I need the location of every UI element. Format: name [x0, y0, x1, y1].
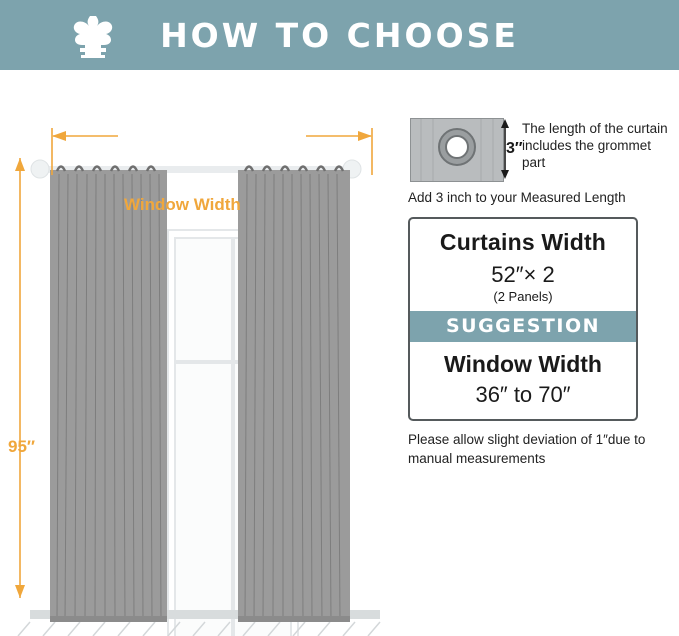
curtains-width-value: 52″× 2	[491, 262, 555, 287]
page-title: HOW TO CHOOSE	[160, 15, 519, 55]
fleur-de-lis-icon	[62, 14, 118, 58]
grommet-icon	[411, 119, 503, 181]
curtains-width-title: Curtains Width	[439, 229, 607, 255]
curtain-diagram-svg	[0, 70, 400, 636]
grommet-detail	[404, 118, 672, 186]
suggestion-box	[408, 217, 638, 421]
window-width-title: Window Width	[444, 351, 602, 377]
grommet-measure-label: 3″	[506, 140, 523, 157]
window-width-dimension-label: Window Width	[124, 195, 241, 214]
grommet-note: The length of the curtain includes the grommet part	[522, 121, 668, 170]
deviation-note: Please allow slight deviation of 1″due to manual measurements	[408, 432, 646, 466]
curtains-width-panels: (2 Panels)	[493, 289, 553, 304]
suggestion-band: SUGGESTION	[410, 311, 636, 342]
add-length-note: Add 3 inch to your Measured Length	[408, 190, 626, 205]
header-banner	[0, 0, 679, 70]
curtain-height-dimension-label: 95″	[8, 437, 36, 456]
window-width-range: 36″ to 70″	[475, 382, 571, 407]
curtain-diagram	[0, 70, 400, 636]
grommet-swatch	[410, 118, 504, 182]
info-column	[404, 118, 672, 468]
